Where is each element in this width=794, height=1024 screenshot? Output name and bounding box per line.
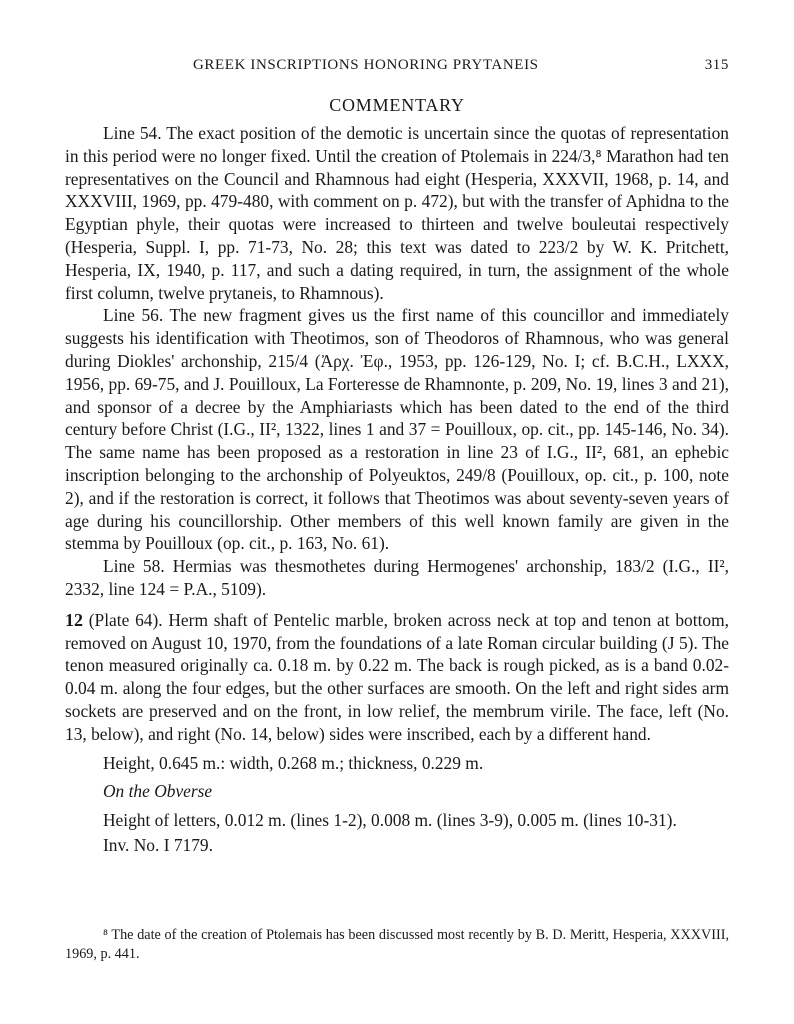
inventory-line: Inv. No. I 7179. xyxy=(103,834,213,855)
item-number: 12 xyxy=(65,609,83,630)
running-header xyxy=(65,57,729,77)
letter-heights-line: Height of letters, 0.012 m. (lines 1-2), 0.008 m. (lines 3-9), 0.005 m. (lines 10-31). xyxy=(103,810,677,831)
page-number: 315 xyxy=(704,57,729,73)
commentary-body xyxy=(65,122,729,857)
paragraph-item-12 xyxy=(65,609,729,746)
paragraph-line-56: Line 56. The new fragment gives us the first name of this councillor and immediately suggests his identification with Theotimos, son of Theodoros of Rhamnous, who was general during Diokles' archonship, 215/4 (Ἀρχ. Ἐφ., 1953, pp. 126-129, No. I; cf. B.C.H., LXXX, 1956, pp. 69-75, and J. Pouilloux, La Forteresse de Rhamnonte, p. 209, No. 19, lines 3 and 21), and sponsor of a decree by the Amphiariasts which has been dated to the end of the third century before Christ (I.G., II², 1322, lines 1 and 37 = Pouilloux, op. cit., pp. 145-146, No. 34). The same name has been proposed as a restoration in line 23 of I.G., II², 681, an ephebic inscription belonging to the archonship of Polyeuktos, 249/8 (Pouilloux, op. cit., p. 100, note 2), and if the restoration is correct, it follows that Theotimos was about seventy-seven years of age during his councillorship. Other members of this well known family are given in the stemma by Pouilloux (op. cit., p. 163, No. 61). xyxy=(65,305,729,554)
section-title: COMMENTARY xyxy=(329,95,465,115)
paragraph-line-54: Line 54. The exact position of the demotic is uncertain since the quotas of representation in this period were no longer fixed. Until the creation of Ptolemais in 224/3,⁸ Marathon had ten representatives on the Council and Rhamnous had eight (Hesperia, XXXVII, 1968, p. 14, and XXXVIII, 1969, pp. 479-480, with comment on p. 472), but with the transfer of Aphidna to the Egyptian phyle, their quotas were increased to thirteen and twelve bouleutai respectively (Hesperia, Suppl. I, pp. 71-73, No. 28; this text was dated to 223/2 by W. K. Pritchett, Hesperia, IX, 1940, p. 117, and such a dating required, in turn, the assignment of the whole first column, twelve prytaneis, to Rhamnous). xyxy=(65,123,729,303)
obverse-heading: On the Obverse xyxy=(103,781,213,802)
running-title: GREEK INSCRIPTIONS HONORING PRYTANEIS xyxy=(193,57,539,73)
paragraph-line-58: Line 58. Hermias was thesmothetes during Hermogenes' archonship, 183/2 (I.G., II², 2332, line 124 = P.A., 5109). xyxy=(65,556,729,599)
dimensions-line: Height, 0.645 m.: width, 0.268 m.; thickness, 0.229 m. xyxy=(103,752,484,773)
item-12-description: (Plate 64). Herm shaft of Pentelic marble, broken across neck at top and tenon at bottom, removed on August 10, 1970, from the foundations of a late Roman circular building (J 5). The tenon measured originally ca. 0.18 m. by 0.22 m. The back is rough picked, as is a band 0.02-0.04 m. along the four edges, but the other surfaces are smooth. On the left and right sides arm sockets are preserved and on the front, in low relief, the membrum virile. The face, left (No. 13, below), and right (No. 14, below) sides were inscribed, each by a different hand. xyxy=(65,609,729,744)
footnote: ⁸ The date of the creation of Ptolemais has been discussed most recently by B. D. Meritt, Hesperia, XXXVIII, 1969, p. 441. xyxy=(65,927,729,962)
